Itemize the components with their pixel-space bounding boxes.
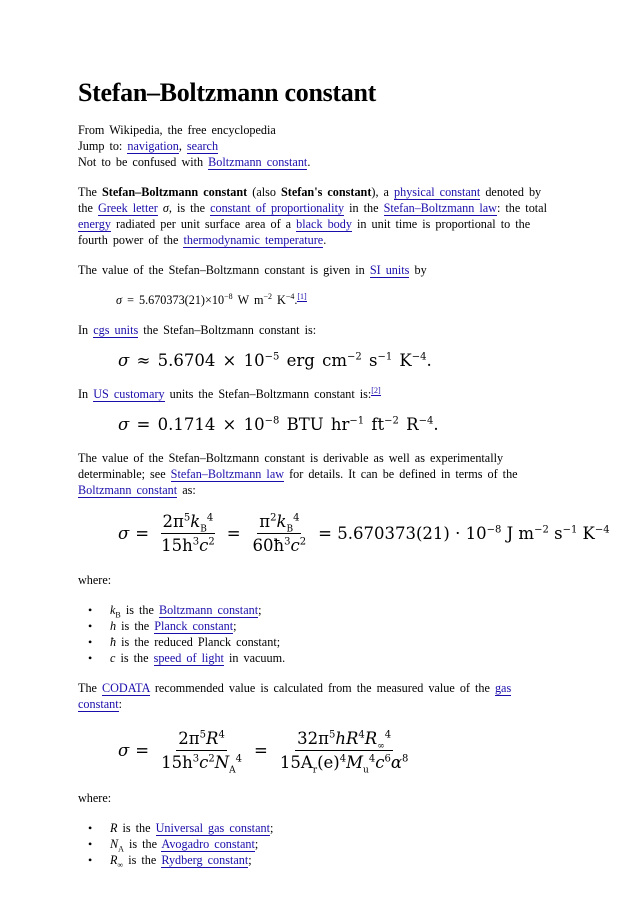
list-item: • h is the Planck constant; xyxy=(110,618,548,634)
codata-link[interactable]: CODATA xyxy=(102,681,150,695)
reference-2-link[interactable]: [2] xyxy=(371,385,381,395)
main-formula: σ = $\frac{2\pi^5k_B^4}{15h^3c^2}$ = $\frac{\pi^2k_B^4}{60ħ^3c^2}$ = $5.670373(21) \cdot 10^{-8}$ J $m^{-2}$ $s^{-1}$ $K^{-4}$ xyxy=(118,511,610,555)
proportionality-link[interactable]: constant of proportionality xyxy=(210,201,345,215)
reference-1-link[interactable]: [1] xyxy=(297,291,307,301)
greek-letter-link[interactable]: Greek letter xyxy=(97,201,158,215)
planck-constant-link[interactable]: Planck constant xyxy=(154,619,234,633)
gas-constant-link[interactable]: gas constant xyxy=(78,681,512,711)
list-item: • ħ is the reduced Planck constant; xyxy=(110,634,548,650)
fraction-1: $\frac{2\pi^5k_B^4}{15h^3c^2}$ xyxy=(161,511,215,555)
derive-paragraph: The value of the Stefan–Boltzmann constant is derivable as well as experimentally determinable; see Stefan–Boltzmann law for details. It can be defined in terms of the Boltzmann constant as: xyxy=(78,451,518,497)
list-item: • c is the speed of light in vacuum. xyxy=(110,650,548,666)
speed-of-light-link[interactable]: speed of light xyxy=(153,651,224,665)
us-formula: $\sigma = 0.1714 \times 10^{-8}$ BTU $hr^{-1}$ $ft^{-2}$ $R^{-4}$. xyxy=(118,415,439,434)
search-link[interactable]: search xyxy=(186,139,219,153)
codata-formula: σ = $\frac{2\pi^5R^4}{15h^3c^2N_A^4}$ = $\frac{32\pi^5hR^4R_\infty^4}{15A_r(e)^4M_u^4c^6\alpha^8}$ xyxy=(118,728,409,775)
page-title: Stefan–Boltzmann constant xyxy=(78,78,377,107)
hatnote: Not to be confused with Boltzmann constant. xyxy=(78,155,311,169)
codata-paragraph: The CODATA recommended value is calculated from the measured value of the gas constant: xyxy=(78,681,512,711)
si-paragraph: The value of the Stefan–Boltzmann constant is given in SI units by xyxy=(78,263,427,277)
stefan-boltzmann-law-link-2[interactable]: Stefan–Boltzmann law xyxy=(170,467,285,481)
fraction-2: $\frac{\pi^2k_B^4}{60ħ^3c^2}$ xyxy=(252,511,307,555)
where-label-1: where: xyxy=(78,573,112,587)
boltzmann-constant-link[interactable]: Boltzmann constant xyxy=(208,155,308,169)
fraction-4: $\frac{32\pi^5hR^4R_\infty^4}{15A_r(e)^4M_u^4c^6\alpha^8}$ xyxy=(279,728,409,775)
us-customary-link[interactable]: US customary xyxy=(93,387,165,401)
variable-list-1 xyxy=(78,602,548,666)
where-label-2: where: xyxy=(78,791,112,805)
cgs-paragraph: In cgs units the Stefan–Boltzmann constant is: xyxy=(78,323,317,337)
list-item: • $k_B$ is the Boltzmann constant; xyxy=(110,602,548,618)
avogadro-constant-link[interactable]: Avogadro constant xyxy=(161,837,255,851)
fraction-3: $\frac{2\pi^5R^4}{15h^3c^2N_A^4}$ xyxy=(161,728,243,775)
article xyxy=(78,78,610,870)
intro-paragraph: The Stefan–Boltzmann constant (also Stefan's constant), a physical constant denoted by the Greek letter σ, is the constant of proportionality in the Stefan–Boltzmann law: the total energy radiated per unit surface area of a black body in unit time is proportional to the fourth power of the thermodynamic temperature. xyxy=(78,185,547,247)
variable-list-2 xyxy=(78,820,548,868)
cgs-formula: $\sigma \approx 5.6704 \times 10^{-5}$ erg $cm^{-2}$ $s^{-1}$ $K^{-4}$. xyxy=(118,351,432,370)
list-item: • R is the Universal gas constant; xyxy=(110,820,548,836)
stefan-boltzmann-law-link[interactable]: Stefan–Boltzmann law xyxy=(383,201,497,215)
list-item: • $N_A$ is the Avogadro constant; xyxy=(110,836,548,852)
physical-constant-link[interactable]: physical constant xyxy=(394,185,481,199)
thermodynamic-temperature-link[interactable]: thermodynamic temperature xyxy=(183,233,324,247)
us-paragraph: In US customary units the Stefan–Boltzmann constant is:[2] xyxy=(78,385,381,401)
si-units-link[interactable]: SI units xyxy=(369,263,410,277)
tagline: From Wikipedia, the free encyclopedia xyxy=(78,123,276,137)
universal-gas-constant-link[interactable]: Universal gas constant xyxy=(155,821,270,835)
si-formula: $\sigma = 5.670373(21)\times 10^{-8}$ W $m^{-2}$ $K^{-4}.[1]$ xyxy=(116,291,307,307)
navigation-link[interactable]: navigation xyxy=(127,139,179,153)
black-body-link[interactable]: black body xyxy=(296,217,352,231)
boltzmann-constant-link-3[interactable]: Boltzmann constant xyxy=(158,603,259,617)
energy-link[interactable]: energy xyxy=(78,217,111,231)
boltzmann-constant-link-2[interactable]: Boltzmann constant xyxy=(78,483,178,497)
jump-links: Jump to: navigation, search xyxy=(78,139,219,153)
rydberg-constant-link[interactable]: Rydberg constant xyxy=(161,853,249,867)
cgs-units-link[interactable]: cgs units xyxy=(93,323,139,337)
list-item: • $R_\infty$ is the Rydberg constant; xyxy=(110,852,548,868)
